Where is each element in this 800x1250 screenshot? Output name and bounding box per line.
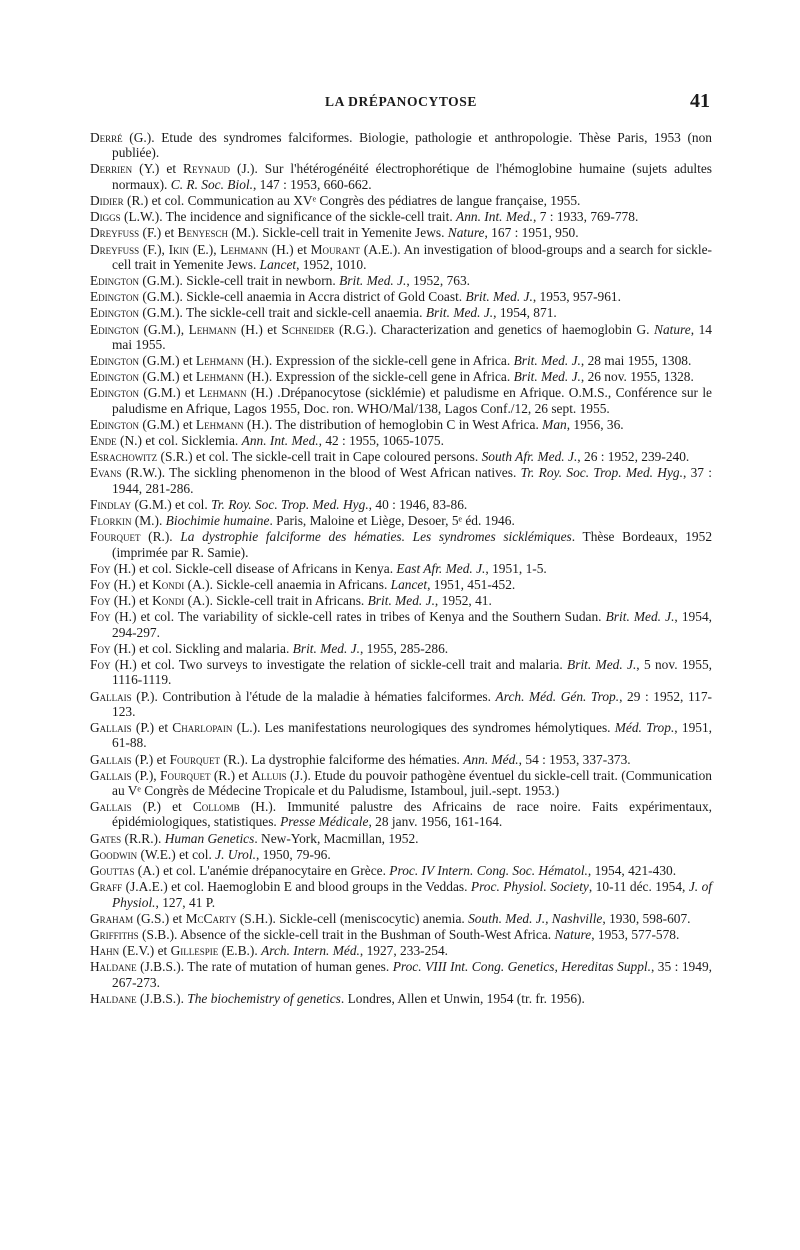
author-name: Hahn xyxy=(90,943,120,959)
reference-entry xyxy=(90,529,712,560)
author-name: Benyesch xyxy=(177,225,228,241)
page-number: 41 xyxy=(690,90,710,112)
journal-title: J. Urol. xyxy=(215,846,256,862)
reference-text: (M.). Sickle-cell trait in Yemenite Jews. xyxy=(227,225,448,241)
author-name: Collomb xyxy=(192,799,240,815)
reference-entry xyxy=(90,641,712,656)
reference-text: (P.). Contribution à l'étude de la maladie à hématies falciformes. xyxy=(131,688,496,704)
reference-text: (G.). Etude des syndromes falciformes. Biologie, pathologie et anthropologie. Thèse Paris, 1953 (non publiée). xyxy=(112,130,712,161)
author-name: Fourquet xyxy=(160,767,211,783)
journal-title: Proc. IV Intern. Cong. Soc. Hématol. xyxy=(389,863,588,879)
reference-text: (R.W.). The sickling phenomenon in the blood of West African natives. xyxy=(121,465,521,481)
author-name: Foy xyxy=(90,609,111,625)
author-name: Kondi xyxy=(152,593,185,609)
journal-title: Biochimie humaine xyxy=(165,513,270,529)
reference-text: (J.). Sur l'hétérogénéité électrophorétique de l'hémoglobine humaine (sujets adultes normaux). xyxy=(112,161,713,192)
author-name: Kondi xyxy=(152,577,185,593)
reference-entry xyxy=(90,752,712,767)
reference-entry xyxy=(90,465,712,496)
reference-text: (G.M.). Sickle-cell trait in newborn. xyxy=(139,273,340,289)
journal-title: Nature xyxy=(654,321,691,337)
reference-text: , 37 : 1944, 281-286. xyxy=(112,465,713,496)
reference-text: , 1952, 41. xyxy=(434,593,492,609)
reference-text: , 167 : 1951, 950. xyxy=(484,225,579,241)
reference-text: , 26 nov. 1955, 1328. xyxy=(580,369,694,385)
author-name: Reynaud xyxy=(183,161,230,177)
author-name: Edington xyxy=(90,289,140,305)
author-name: Gouttas xyxy=(90,863,135,879)
author-name: Foy xyxy=(90,593,111,609)
reference-entry xyxy=(90,161,712,192)
reference-entry xyxy=(90,449,712,464)
running-title: LA DRÉPANOCYTOSE xyxy=(324,94,477,109)
reference-entry xyxy=(90,879,712,910)
reference-text: , 42 : 1955, 1065-1075. xyxy=(318,433,444,449)
author-name: Foy xyxy=(90,560,111,576)
author-name: Goodwin xyxy=(90,846,138,862)
reference-text: , 1954, 871. xyxy=(493,305,557,321)
reference-text: (G.M.) et col. xyxy=(131,496,212,512)
journal-title: Brit. Med. J. xyxy=(513,353,581,369)
reference-text: (R.). La dystrophie falciforme des hématies. xyxy=(220,751,464,767)
reference-text: (L.W.). The incidence and significance of the sickle-cell trait. xyxy=(120,209,457,225)
reference-entry xyxy=(90,305,712,320)
reference-entry xyxy=(90,433,712,448)
journal-title: Brit. Med. J. xyxy=(367,593,435,609)
author-name: Evans xyxy=(90,465,122,481)
reference-text: (R.). xyxy=(140,529,181,545)
reference-entry xyxy=(90,273,712,288)
reference-text: (H.). Expression of the sickle-cell gene in Africa. xyxy=(243,369,514,385)
reference-entry xyxy=(90,927,712,942)
reference-text: (H.) et col. Two surveys to investigate the relation of sickle-cell trait and malaria. xyxy=(110,657,568,673)
reference-entry xyxy=(90,689,712,720)
reference-text: , 1927, 233-254. xyxy=(359,943,449,959)
author-name: Lehmann xyxy=(198,385,247,401)
journal-title: East Afr. Med. J. xyxy=(396,560,486,576)
reference-text: , 54 : 1953, 337-373. xyxy=(518,751,631,767)
journal-title: Presse Médicale xyxy=(280,814,369,830)
reference-entry xyxy=(90,417,712,432)
author-name: Graff xyxy=(90,879,123,895)
journal-title: Brit. Med. J. xyxy=(292,640,360,656)
reference-text: (H.) .Drépanocytose (sicklémie) et paludisme en Afrique. O.M.S., Conférence sur le paludisme en Afrique, Lagos 1955, Doc. ron. WHO/Mal/138, Lagos Conf./12, 26 sept. 1955. xyxy=(112,385,712,416)
author-name: Ikin xyxy=(168,241,190,257)
reference-text: (W.E.) et col. xyxy=(137,846,216,862)
reference-text: , 28 mai 1955, 1308. xyxy=(580,353,692,369)
author-name: Florkin xyxy=(90,513,132,529)
reference-entry xyxy=(90,720,712,751)
author-name: Graham xyxy=(90,910,134,926)
reference-entry xyxy=(90,863,712,878)
author-name: Edington xyxy=(90,416,140,432)
reference-text: , 1952, 1010. xyxy=(296,256,367,272)
reference-text: (E.B.). xyxy=(218,943,262,959)
reference-text: , 28 janv. 1956, 161-164. xyxy=(368,814,503,830)
author-name: Foy xyxy=(90,577,111,593)
reference-text: (M.). xyxy=(131,513,166,529)
reference-text: (G.M.) et xyxy=(139,416,196,432)
author-name: Edington xyxy=(90,273,140,289)
reference-text: (S.R.) et col. The sickle-cell trait in Cape coloured persons. xyxy=(157,449,482,465)
author-name: Derré xyxy=(90,130,123,145)
reference-text: (H.) et xyxy=(110,593,153,609)
author-name: Findlay xyxy=(90,496,132,512)
reference-text: (H.) et xyxy=(236,321,282,337)
reference-text: , 1953, 957-961. xyxy=(532,289,621,305)
reference-text: (R.) et xyxy=(210,767,252,783)
reference-entry xyxy=(90,657,712,688)
reference-entry xyxy=(90,385,712,416)
reference-text: (G.M.) et xyxy=(139,353,196,369)
reference-entry xyxy=(90,943,712,958)
reference-entry xyxy=(90,609,712,640)
reference-text: . Paris, Maloine et Liège, Desoer, 5ᵉ éd. 1946. xyxy=(269,513,515,529)
author-name: Mourant xyxy=(310,241,361,257)
reference-text: , 5 nov. 1955, 1116-1119. xyxy=(112,657,712,688)
reference-text: (H.) et col. Sickling and malaria. xyxy=(110,640,293,656)
reference-text: (R.G.). Characterization and genetics of haemoglobin G. xyxy=(334,321,655,337)
author-name: Diggs xyxy=(90,209,121,225)
reference-text: (E.V.) et xyxy=(119,943,171,959)
journal-title: Nature xyxy=(447,225,485,241)
reference-text: , 1952, 763. xyxy=(406,273,470,289)
reference-text: , 1954, 294-297. xyxy=(112,609,712,640)
journal-title: Ann. Méd. xyxy=(463,751,519,767)
reference-text: , 7 : 1933, 769-778. xyxy=(533,209,639,225)
journal-title: C. R. Soc. Biol. xyxy=(170,176,253,192)
author-name: Edington xyxy=(90,353,140,369)
reference-entry xyxy=(90,911,712,926)
reference-entry xyxy=(90,847,712,862)
journal-title: Tr. Roy. Soc. Trop. Med. Hyg. xyxy=(211,496,369,512)
reference-entry xyxy=(90,561,712,576)
reference-text: (A.). Sickle-cell trait in Africans. xyxy=(184,593,368,609)
reference-text: (P.) et xyxy=(131,720,173,736)
reference-text: (H.). Immunité palustre des Africains de race noire. Faits expérimentaux, épidémiologiques, statistiques. xyxy=(112,799,712,830)
journal-title: Brit. Med. J. xyxy=(425,305,494,321)
reference-entry xyxy=(90,193,712,208)
author-name: Charlopain xyxy=(172,720,233,736)
reference-entry xyxy=(90,225,712,240)
reference-text: , 1953, 577-578. xyxy=(591,926,680,942)
page-header xyxy=(92,90,710,118)
author-name: Haldane xyxy=(90,990,137,1006)
journal-title: Brit. Med. J. xyxy=(605,609,675,625)
journal-title: Nature xyxy=(554,926,592,942)
journal-title: Brit. Med. J. xyxy=(513,369,581,385)
author-name: Lehmann xyxy=(195,416,244,432)
journal-title: Arch. Méd. Gén. Trop. xyxy=(495,688,620,704)
journal-title: Proc. VIII Int. Cong. Genetics, Hereditas Suppl. xyxy=(392,959,651,975)
reference-text: , 1956, 36. xyxy=(566,416,624,432)
author-name: Edington xyxy=(90,385,140,401)
reference-text: (J.B.S.). The rate of mutation of human genes. xyxy=(136,959,393,975)
reference-text: , 1950, 79-96. xyxy=(255,846,331,862)
author-name: Dreyfuss xyxy=(90,241,140,257)
journal-title: South. Med. J., Nashville xyxy=(468,910,603,926)
journal-title: Arch. Intern. Méd. xyxy=(261,943,360,959)
reference-text: , 40 : 1946, 83-86. xyxy=(368,496,468,512)
reference-text: (S.H.). Sickle-cell (meniscocytic) anemia. xyxy=(236,910,469,926)
journal-title: Méd. Trop. xyxy=(614,720,675,736)
reference-entry xyxy=(90,991,712,1006)
reference-text: (J.). Etude du pouvoir pathogène éventuel du sickle-cell trait. (Communication au Vᵉ Congrès de Médecine Tropicale et du Paludisme, Istamboul, juil.-sept. 1953.) xyxy=(112,767,712,798)
reference-text: (F.) et xyxy=(139,225,178,241)
reference-entry xyxy=(90,242,712,273)
reference-text: (H.). The distribution of hemoglobin C in West Africa. xyxy=(243,416,543,432)
reference-text: , 10-11 déc. 1954, xyxy=(588,879,689,895)
author-name: Griffiths xyxy=(90,926,139,942)
author-name: Gallais xyxy=(90,688,132,704)
reference-text: (R.R.). xyxy=(121,830,165,846)
author-name: Gallais xyxy=(90,751,132,767)
journal-title: South Afr. Med. J. xyxy=(481,449,578,465)
reference-text: , 14 mai 1955. xyxy=(112,321,712,352)
author-name: Gallais xyxy=(90,720,132,736)
author-name: Schneider xyxy=(281,321,335,337)
reference-text: (H.) et xyxy=(267,241,311,257)
journal-title: Ann. Int. Med. xyxy=(456,209,534,225)
author-name: Gates xyxy=(90,830,122,846)
author-name: Lehmann xyxy=(188,321,237,337)
author-name: Lehmann xyxy=(220,241,268,257)
reference-text: (G.M.). Sickle-cell anaemia in Accra district of Gold Coast. xyxy=(139,289,466,305)
reference-text: . Londres, Allen et Unwin, 1954 (tr. fr. 1956). xyxy=(340,990,585,1006)
reference-text: (A.). Sickle-cell anaemia in Africans. xyxy=(184,577,391,593)
reference-text: (H.). Expression of the sickle-cell gene in Africa. xyxy=(243,353,514,369)
journal-title: Tr. Roy. Soc. Trop. Med. Hyg. xyxy=(520,465,683,481)
author-name: Fourquet xyxy=(169,751,221,767)
reference-entry xyxy=(90,209,712,224)
reference-entry xyxy=(90,768,712,799)
reference-entry xyxy=(90,593,712,608)
reference-entry xyxy=(90,831,712,846)
reference-text: (G.S.) et xyxy=(133,910,186,926)
reference-text: (P.), xyxy=(131,767,161,783)
reference-text: (G.M.) et xyxy=(139,369,196,385)
reference-text: , 127, 41 P. xyxy=(155,894,216,910)
author-name: Lehmann xyxy=(195,369,244,385)
reference-text: (Y.) et xyxy=(132,161,184,177)
reference-text: (R.) et col. Communication au XVᵉ Congrès des pédiatres de langue française, 1955. xyxy=(123,192,581,208)
reference-text: , 26 : 1952, 239-240. xyxy=(577,449,690,465)
reference-text: (N.) et col. Sicklemia. xyxy=(116,433,242,449)
reference-text: (G.M.) et xyxy=(139,385,199,401)
author-name: Alluis xyxy=(251,767,287,783)
author-name: Ende xyxy=(90,433,117,449)
reference-entry xyxy=(90,799,712,830)
author-name: Edington xyxy=(90,369,140,385)
journal-title: Lancet xyxy=(259,256,297,272)
journal-title: J. of Physiol. xyxy=(112,879,713,910)
reference-text: (S.B.). Absence of the sickle-cell trait in the Bushman of South-West Africa. xyxy=(138,926,555,942)
journal-title: Man xyxy=(542,416,567,432)
journal-title: Brit. Med. J. xyxy=(567,657,637,673)
reference-text: (A.) et col. L'anémie drépanocytaire en Grèce. xyxy=(134,863,390,879)
reference-text: (H.) et col. Sickle-cell disease of Africans in Kenya. xyxy=(110,560,397,576)
author-name: Foy xyxy=(90,640,111,656)
reference-text: , 1951, 1-5. xyxy=(485,560,547,576)
reference-text: (L.). Les manifestations neurologiques des syndromes hémolytiques. xyxy=(232,720,615,736)
author-name: Foy xyxy=(90,657,111,673)
reference-text: , 1930, 598-607. xyxy=(602,910,691,926)
reference-entry xyxy=(90,369,712,384)
author-name: McCarty xyxy=(185,910,237,926)
journal-title: Brit. Med. J. xyxy=(465,289,533,305)
reference-text: (E.), xyxy=(189,241,221,257)
author-name: Lehmann xyxy=(195,353,244,369)
reference-text: (F.), xyxy=(139,241,169,257)
author-name: Gillespie xyxy=(170,943,219,959)
author-name: Fourquet xyxy=(90,529,141,545)
journal-title: Human Genetics xyxy=(164,830,255,846)
author-name: Haldane xyxy=(90,959,137,975)
author-name: Edington xyxy=(90,321,140,337)
journal-title: La dystrophie falciforme des hématies. Les syndromes sicklémiques xyxy=(180,529,572,545)
reference-text: , 1951, 451-452. xyxy=(427,577,516,593)
reference-entry xyxy=(90,577,712,592)
bibliography-list xyxy=(90,130,712,1007)
reference-entry xyxy=(90,353,712,368)
reference-text: (J.B.S.). xyxy=(136,990,188,1006)
reference-text: (G.M.), xyxy=(139,321,189,337)
journal-title: Ann. Int. Med. xyxy=(241,433,319,449)
journal-title: Lancet xyxy=(390,577,428,593)
reference-text: . Thèse Bordeaux, 1952 (imprimée par R. Samie). xyxy=(112,529,713,560)
author-name: Gallais xyxy=(90,767,132,783)
reference-text: (H.) et col. The variability of sickle-cell rates in tribes of Kenya and the Southern Sudan. xyxy=(110,609,606,625)
author-name: Esrachowitz xyxy=(90,449,158,465)
reference-text: , 1954, 421-430. xyxy=(587,863,677,879)
reference-entry xyxy=(90,130,712,161)
author-name: Dreyfuss xyxy=(90,225,140,241)
journal-title: The biochemistry of genetics xyxy=(187,990,341,1006)
reference-text: , 1955, 285-286. xyxy=(359,640,449,656)
reference-text: (G.M.). The sickle-cell trait and sickle-cell anaemia. xyxy=(139,305,426,321)
reference-entry xyxy=(90,497,712,512)
author-name: Gallais xyxy=(90,799,132,815)
journal-title: Proc. Physiol. Society xyxy=(470,879,589,895)
reference-entry xyxy=(90,959,712,990)
reference-entry xyxy=(90,322,712,353)
reference-entry xyxy=(90,513,712,528)
reference-text: . New-York, Macmillan, 1952. xyxy=(254,830,419,846)
reference-entry xyxy=(90,289,712,304)
author-name: Edington xyxy=(90,305,140,321)
reference-text: (H.) et xyxy=(110,577,153,593)
reference-text: , 147 : 1953, 660-662. xyxy=(252,176,372,192)
reference-text: , 35 : 1949, 267-273. xyxy=(112,959,712,990)
reference-text: (P.) et xyxy=(131,751,170,767)
journal-title: Brit. Med. J. xyxy=(339,273,407,289)
reference-text: (J.A.E.) et col. Haemoglobin E and blood groups in the Veddas. xyxy=(122,879,471,895)
author-name: Derrien xyxy=(90,161,133,177)
author-name: Didier xyxy=(90,192,124,208)
reference-text: (A.E.). An investigation of blood-groups and a search for sickle-cell trait in Yemenite Jews. xyxy=(112,241,712,272)
reference-text: (P.) et xyxy=(131,799,193,815)
reference-text: , 29 : 1952, 117-123. xyxy=(112,688,712,719)
reference-text: , 1951, 61-88. xyxy=(112,720,713,751)
